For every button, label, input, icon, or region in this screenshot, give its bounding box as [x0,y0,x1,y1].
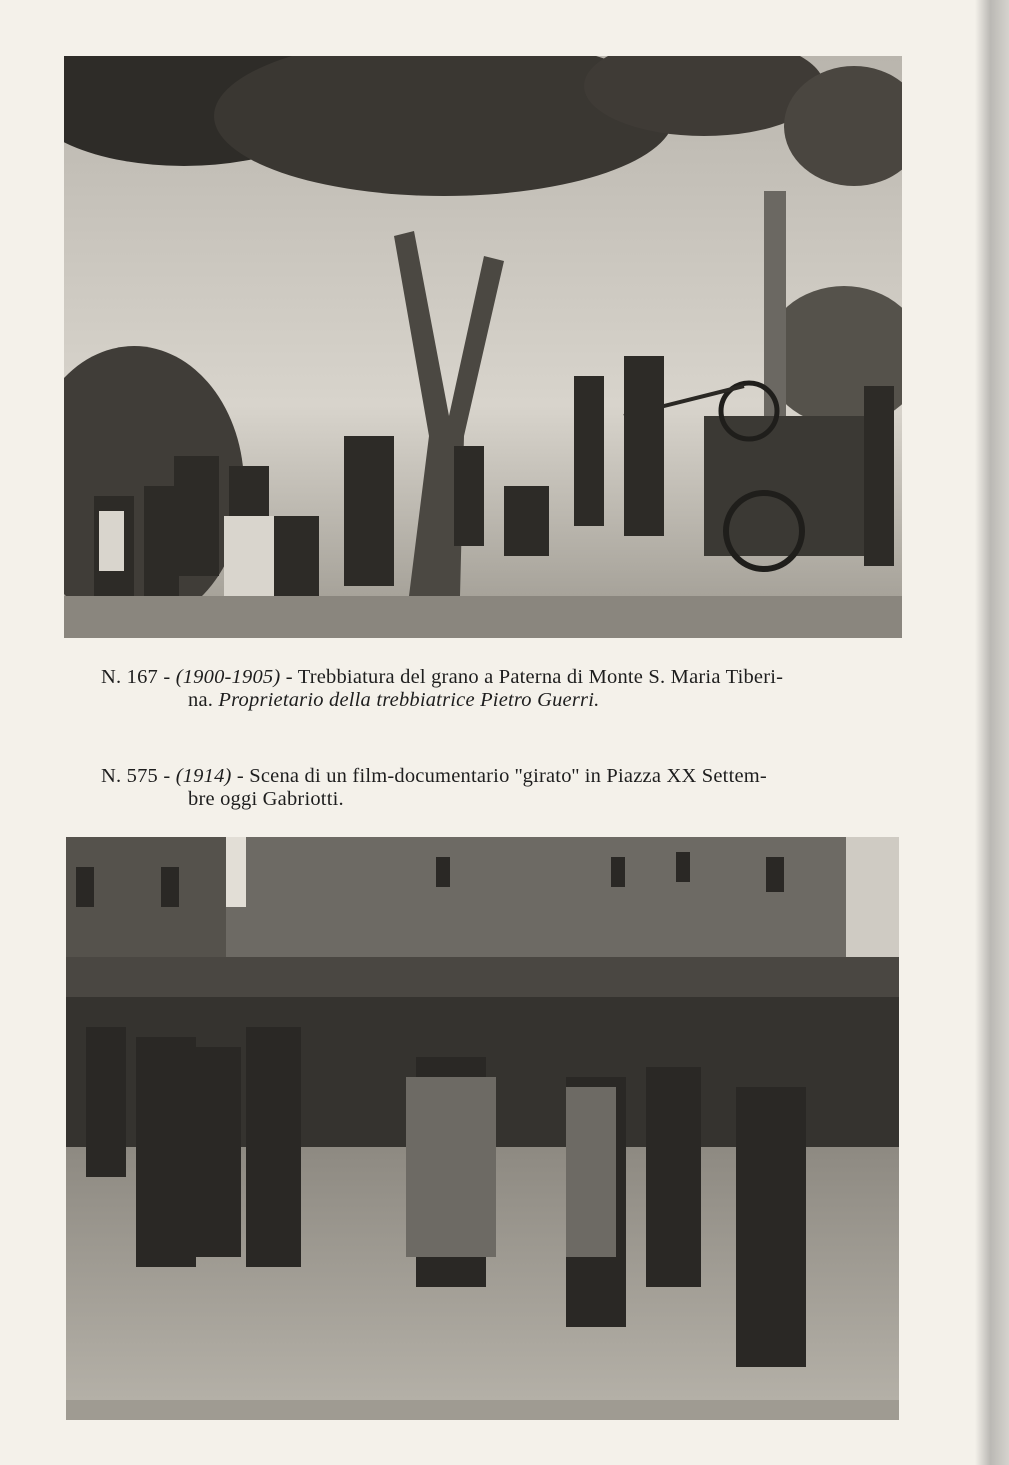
piazza-film-photo [66,837,899,1420]
caption-date: (1914) [175,765,232,787]
caption-text-line1: Trebbiatura del grano a Paterna di Monte S. Maria Tiberi- [297,666,784,688]
caption-text-line2: na. [188,689,219,711]
caption-separator: - [158,666,176,688]
caption-text-line2: bre oggi Gabriotti. [188,788,344,810]
caption-text-line2-italic: Proprietario della trebbiatrice Pietro Guerri. [218,689,600,711]
caption-number: N. 575 [101,765,159,787]
caption-date: (1900-1905) [175,666,281,688]
caption-separator: - [231,765,250,787]
caption-575 [101,765,871,811]
caption-167 [101,666,871,712]
caption-text-line1: Scena di un film-documentario ''girato'' in Piazza XX Settem- [249,765,767,787]
page-edge-shadow [975,0,1009,1465]
caption-number: N. 167 [101,666,159,688]
threshing-photo [64,56,902,638]
caption-separator: - [280,666,298,688]
caption-separator: - [158,765,176,787]
